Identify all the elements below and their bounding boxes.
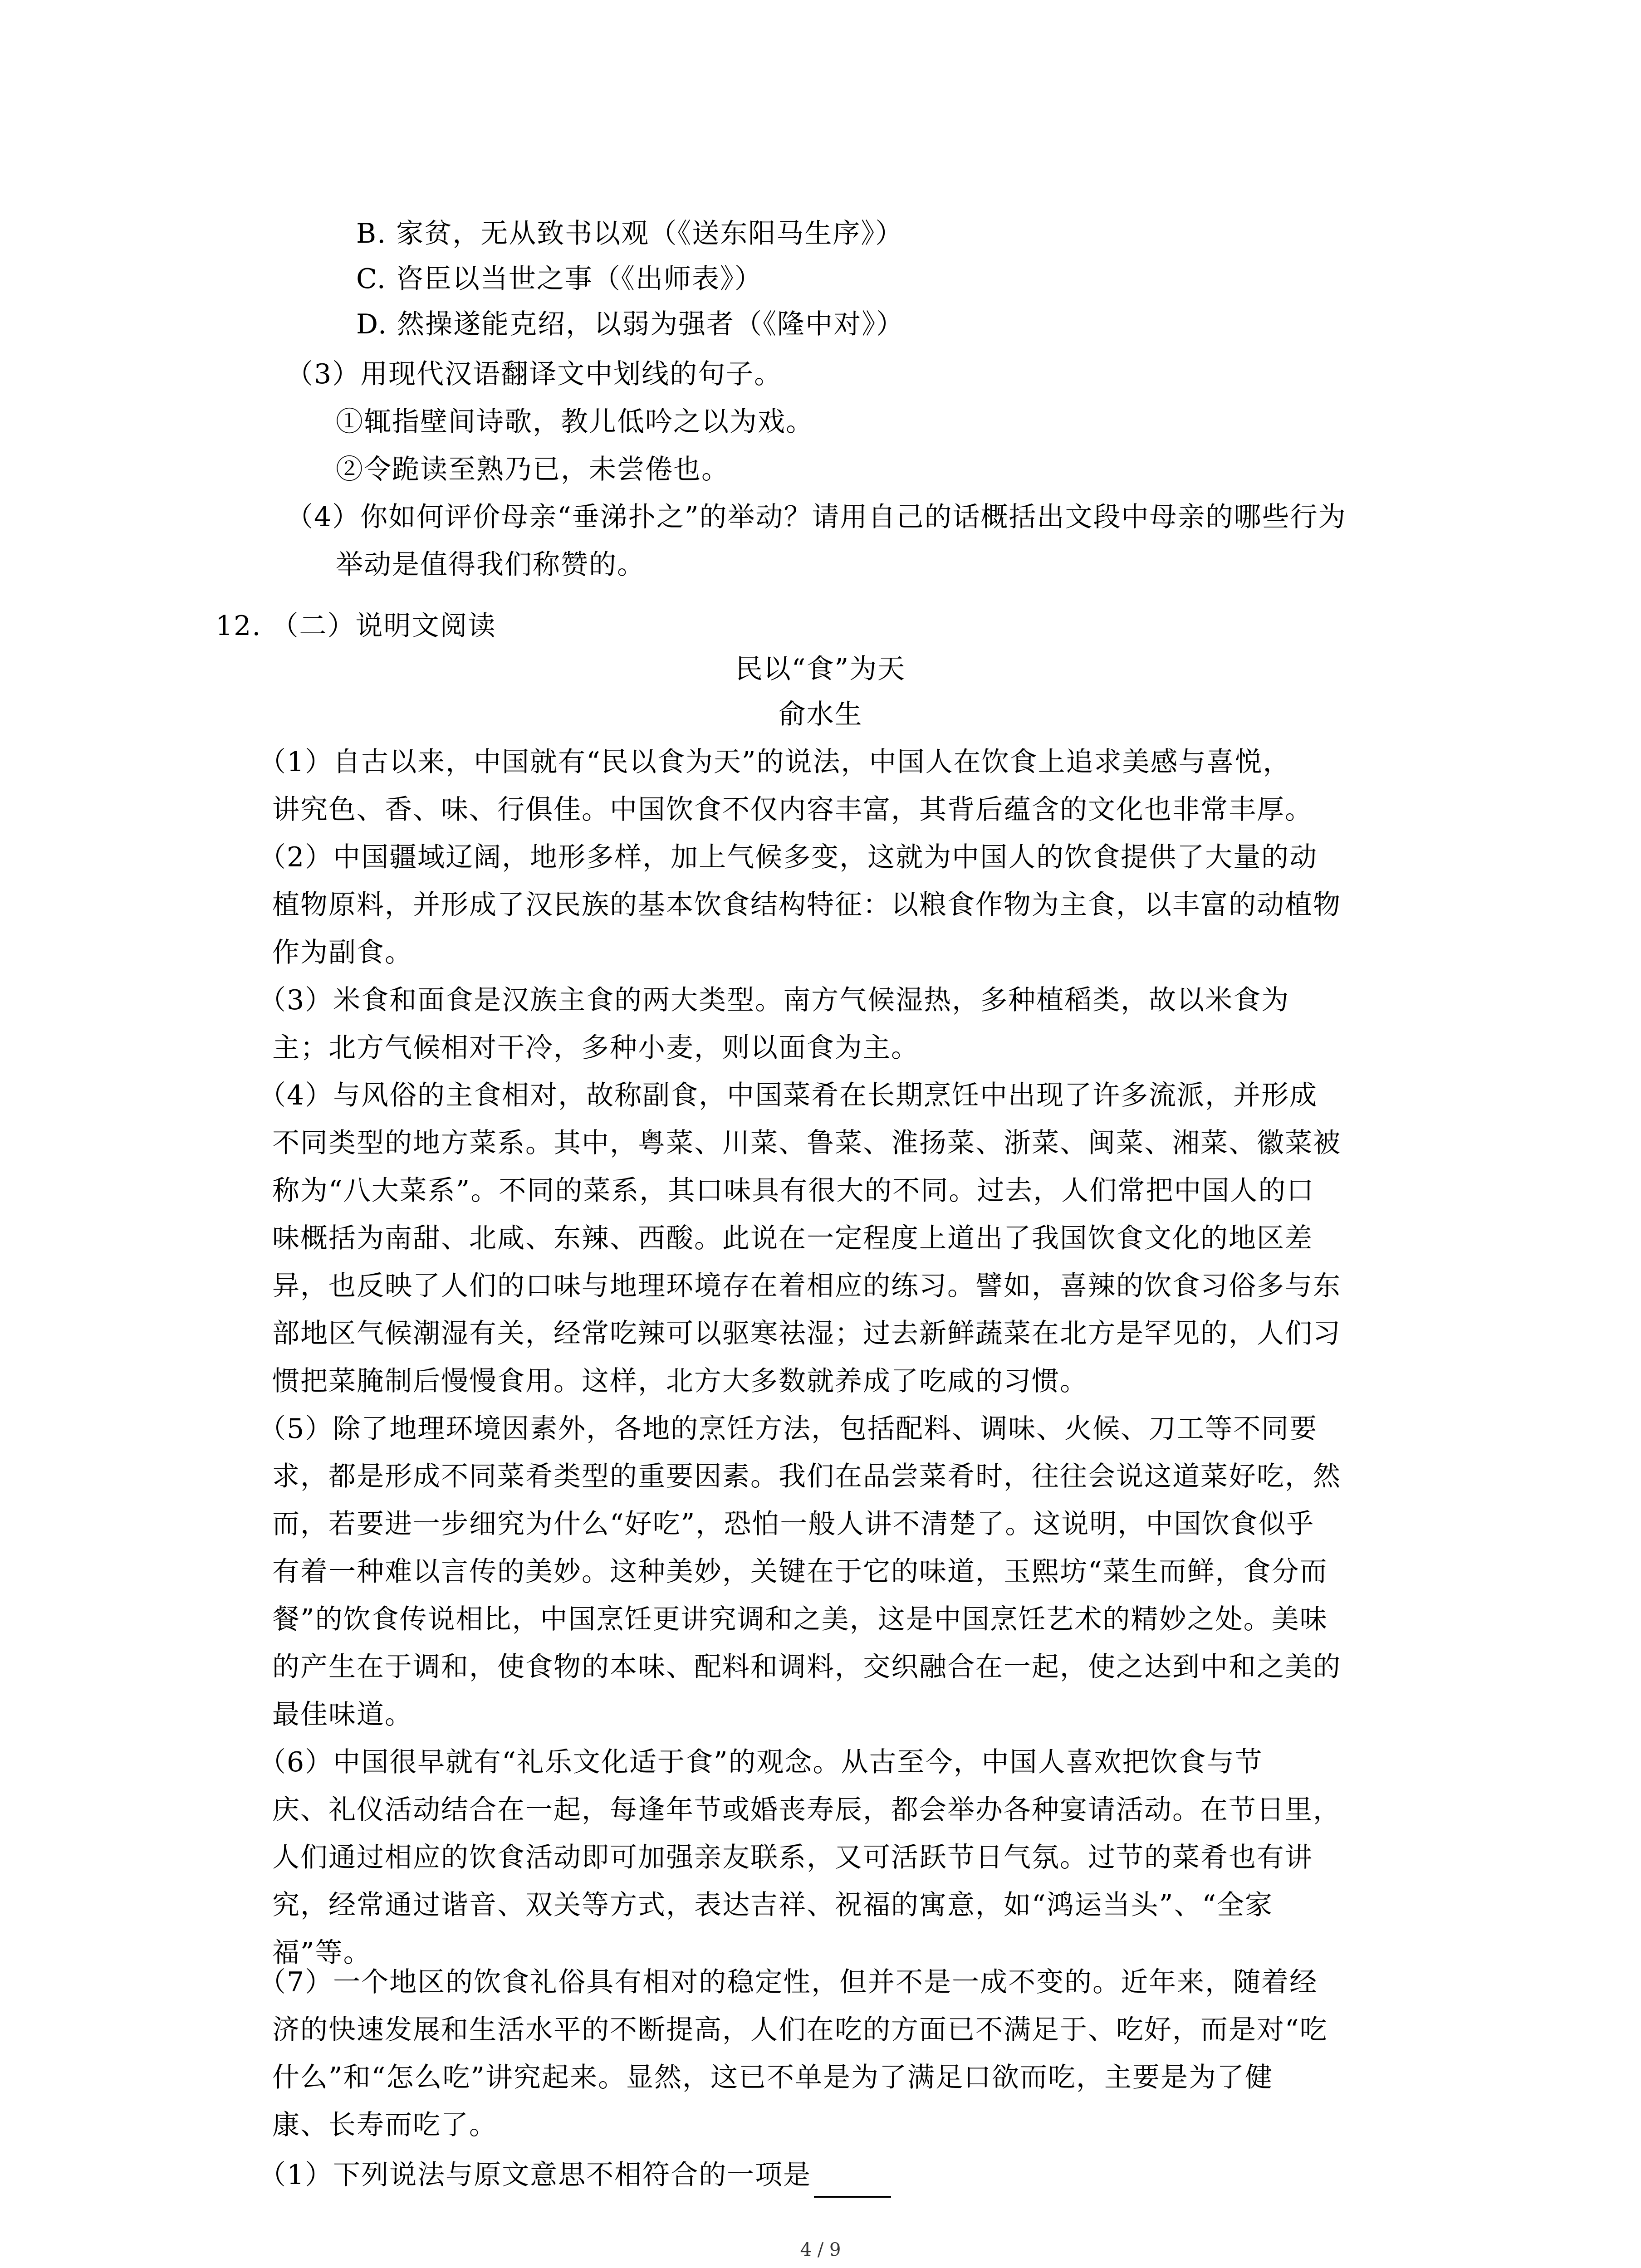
question-4-line-2: 举动是值得我们称赞的。 xyxy=(336,549,645,581)
page-number: 4 / 9 xyxy=(800,2239,841,2260)
option-b: B. 家贫，无从致书以观（《送东阳马生序》） xyxy=(356,218,904,249)
paragraph-2-line-3: 作为副食。 xyxy=(272,937,413,968)
paragraph-3-line-1: （3）米食和面食是汉族主食的两大类型。南方气候湿热，多种植稻类，故以米食为 xyxy=(259,984,1290,1016)
paragraph-4-line-3: 称为“八大菜系”。不同的菜系，其口味具有很大的不同。过去，人们常把中国人的口 xyxy=(272,1175,1315,1207)
question-3: （3）用现代汉语翻译文中划线的句子。 xyxy=(286,358,783,390)
paragraph-4-line-7: 惯把菜腌制后慢慢食用。这样，北方大多数就养成了吃咸的习惯。 xyxy=(272,1365,1088,1397)
question-3-item-1: ①辄指壁间诗歌，教儿低吟之以为戏。 xyxy=(336,406,814,438)
question-4-line-1: （4）你如何评价母亲“垂涕扑之”的举动？请用自己的话概括出文段中母亲的哪些行为 xyxy=(286,501,1347,533)
question-1-text: （1）下列说法与原文意思不相符合的一项是 xyxy=(259,2159,812,2191)
paragraph-4-line-6: 部地区气候潮湿有关，经常吃辣可以驱寒祛湿；过去新鲜蔬菜在北方是罕见的，人们习 xyxy=(272,1318,1341,1349)
paragraph-5-line-2: 求，都是形成不同菜肴类型的重要因素。我们在品尝菜肴时，往往会说这道菜好吃，然 xyxy=(272,1461,1341,1492)
paragraph-2-line-1: （2）中国疆域辽阔，地形多样，加上气候多变，这就为中国人的饮食提供了大量的动 xyxy=(259,841,1318,873)
paragraph-6-line-4: 究，经常通过谐音、双关等方式，表达吉祥、祝福的寓意，如“鸿运当头”、“全家 xyxy=(272,1889,1274,1921)
paragraph-4-line-1: （4）与风俗的主食相对，故称副食，中国菜肴在长期烹饪中出现了许多流派，并形成 xyxy=(259,1080,1318,1111)
paragraph-6-line-2: 庆、礼仪活动结合在一起，每逢年节或婚丧寿辰，都会举办各种宴请活动。在节日里， xyxy=(272,1794,1341,1826)
paragraph-4-line-4: 味概括为南甜、北咸、东辣、西酸。此说在一定程度上道出了我国饮食文化的地区差 xyxy=(272,1222,1313,1254)
paragraph-5-line-7: 最佳味道。 xyxy=(272,1699,413,1730)
paragraph-5-line-5: 餐”的饮食传说相比，中国烹饪更讲究调和之美，这是中国烹饪艺术的精妙之处。美味 xyxy=(272,1603,1328,1635)
option-d: D. 然操遂能克绍，以弱为强者（《隆中对》） xyxy=(356,308,905,340)
option-c: C. 咨臣以当世之事（《出师表》） xyxy=(356,263,763,295)
paragraph-4-line-2: 不同类型的地方菜系。其中，粤菜、川菜、鲁菜、淮扬菜、浙菜、闽菜、湘菜、徽菜被 xyxy=(272,1127,1341,1159)
paragraph-6-line-1: （6）中国很早就有“礼乐文化适于食”的观念。从古至今，中国人喜欢把饮食与节 xyxy=(259,1746,1263,1778)
section-heading: 12. （二）说明文阅读 xyxy=(216,610,496,642)
paragraph-1-line-2: 讲究色、香、味、行俱佳。中国饮食不仅内容丰富，其背后蕴含的文化也非常丰厚。 xyxy=(272,794,1313,826)
article-author: 俞水生 xyxy=(778,699,863,730)
paragraph-3-line-2: 主；北方气候相对干冷，多种小麦，则以面食为主。 xyxy=(272,1032,919,1064)
paragraph-7-line-2: 济的快速发展和生活水平的不断提高，人们在吃的方面已不满足于、吃好，而是对“吃 xyxy=(272,2014,1328,2046)
paragraph-1-line-1: （1）自古以来，中国就有“民以食为天”的说法，中国人在饮食上追求美感与喜悦， xyxy=(259,746,1291,778)
paragraph-6-line-5: 福”等。 xyxy=(272,1937,372,1969)
paragraph-7-line-3: 什么”和“怎么吃”讲究起来。显然，这已不单是为了满足口欲而吃，主要是为了健 xyxy=(272,2062,1274,2093)
paragraph-5-line-3: 而，若要进一步细究为什么“好吃”，恐怕一般人讲不清楚了。这说明，中国饮食似乎 xyxy=(272,1508,1315,1540)
question-3-item-2: ②令跪读至熟乃已，未尝倦也。 xyxy=(336,454,730,485)
paragraph-7-line-4: 康、长寿而吃了。 xyxy=(272,2109,497,2141)
paragraph-4-line-5: 异，也反映了人们的口味与地理环境存在着相应的练习。譬如，喜辣的饮食习俗多与东 xyxy=(272,1270,1341,1302)
paragraph-5-line-4: 有着一种难以言传的美妙。这种美妙，关键在于它的味道，玉熙坊“菜生而鲜，食分而 xyxy=(272,1556,1328,1588)
paragraph-5-line-1: （5）除了地理环境因素外，各地的烹饪方法，包括配料、调味、火候、刀工等不同要 xyxy=(259,1413,1318,1445)
article-title: 民以“食”为天 xyxy=(735,653,906,685)
question-1 xyxy=(259,2152,891,2198)
paragraph-6-line-3: 人们通过相应的饮食活动即可加强亲友联系，又可活跃节日气氛。过节的菜肴也有讲 xyxy=(272,1842,1313,1873)
paragraph-5-line-6: 的产生在于调和，使食物的本味、配料和调料，交织融合在一起，使之达到中和之美的 xyxy=(272,1651,1341,1683)
paragraph-7-line-1: （7）一个地区的饮食礼俗具有相对的稳定性，但并不是一成不变的。近年来，随着经 xyxy=(259,1966,1318,1998)
answer-blank[interactable] xyxy=(814,2168,891,2198)
paragraph-2-line-2: 植物原料，并形成了汉民族的基本饮食结构特征：以粮食作物为主食，以丰富的动植物 xyxy=(272,889,1341,921)
